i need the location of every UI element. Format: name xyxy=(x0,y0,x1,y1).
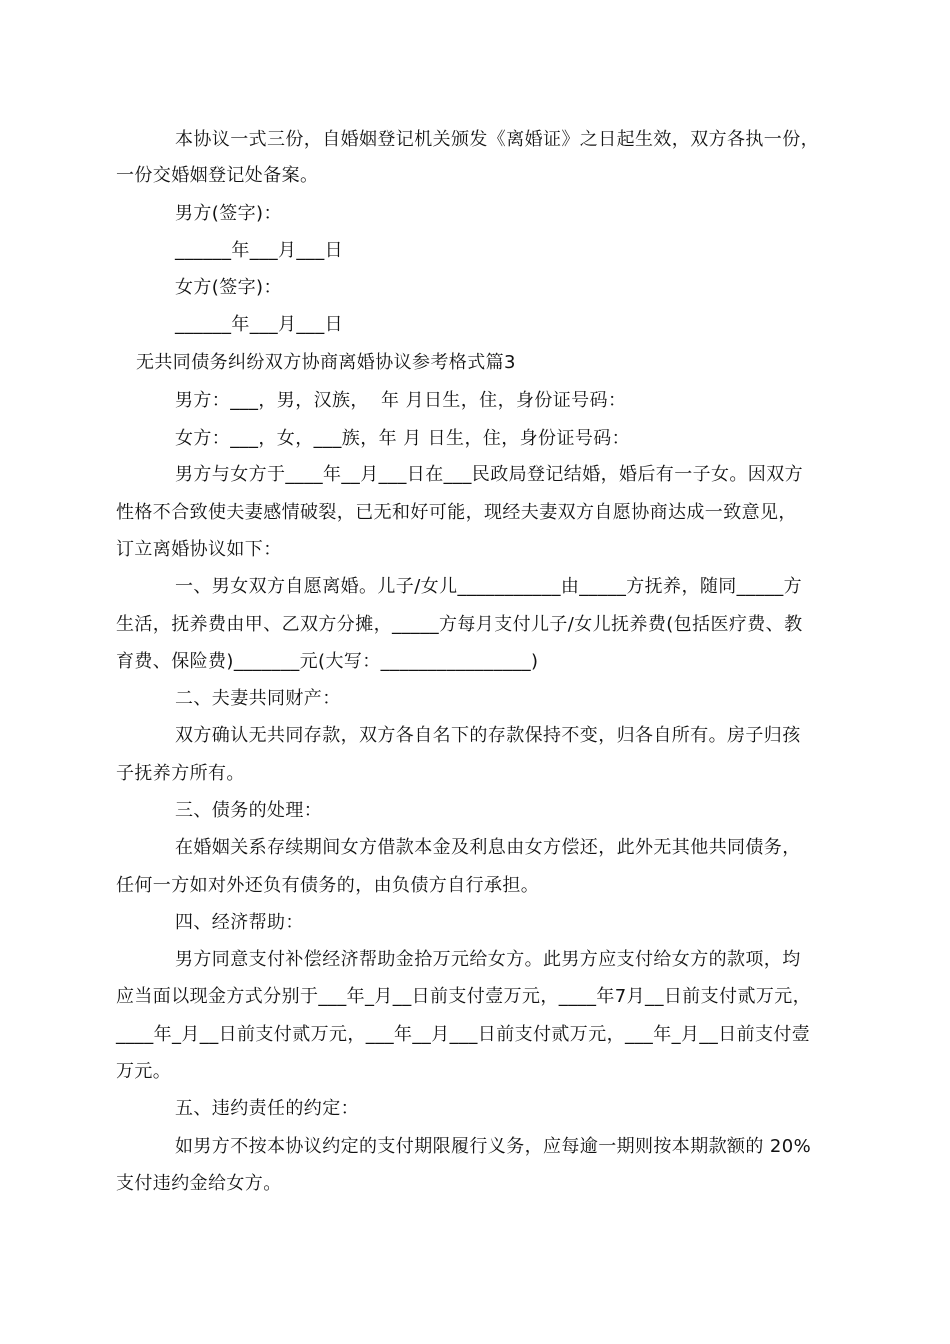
text-line: 支付违约金给女方。 xyxy=(116,1173,282,1194)
signature-label-female: 女方(签字)： xyxy=(175,277,282,298)
text-line: 应当面以现金方式分别于___年_月__日前支付壹万元，____年7月__日前支付贰万元， xyxy=(116,986,812,1007)
text-line: 万元。 xyxy=(116,1061,172,1082)
text-line: 任何一方如对外还负有债务的，由负债方自行承担。 xyxy=(116,875,540,896)
date-blank-female: ______年___月___日 xyxy=(175,314,343,335)
date-blank-male: ______年___月___日 xyxy=(175,240,343,261)
text-line: 在婚姻关系存续期间女方借款本金及利息由女方偿还，此外无其他共同债务， xyxy=(175,837,801,858)
clause-heading: 三、债务的处理： xyxy=(175,800,323,821)
text-line: 性格不合致使夫妻感情破裂，已无和好可能，现经夫妻双方自愿协商达成一致意见， xyxy=(116,502,797,523)
text-line: 一份交婚姻登记处备案。 xyxy=(116,165,319,186)
text-line: 男方与女方于____年__月___日在___民政局登记结婚，婚后有一子女。因双方 xyxy=(175,464,803,485)
text-line: 男方同意支付补偿经济帮助金拾万元给女方。此男方应支付给女方的款项，均 xyxy=(175,949,801,970)
text-line: 订立离婚协议如下： xyxy=(116,539,282,560)
clause-heading: 四、经济帮助： xyxy=(175,912,304,933)
text-line: 双方确认无共同存款，双方各自名下的存款保持不变，归各自所有。房子归孩 xyxy=(175,725,801,746)
female-party-info: 女方：___，女，___族，年 月 日生，住，身份证号码： xyxy=(175,428,631,449)
text-line: 子抚养方所有。 xyxy=(116,763,245,784)
clause-heading: 五、违约责任的约定： xyxy=(175,1098,359,1119)
text-line: 本协议一式三份，自婚姻登记机关颁发《离婚证》之日起生效，双方各执一份， xyxy=(175,129,819,150)
text-line: 育费、保险费)_______元(大写：________________) xyxy=(116,651,539,672)
clause-heading: 二、夫妻共同财产： xyxy=(175,688,341,709)
clause-heading: 一、男女双方自愿离婚。儿子/女儿___________由_____方抚养，随同_____方 xyxy=(175,576,803,597)
section-title: 无共同债务纠纷双方协商离婚协议参考格式篇3 xyxy=(136,352,516,373)
signature-label-male: 男方(签字)： xyxy=(175,203,282,224)
text-line: 生活，抚养费由甲、乙双方分摊，_____方每月支付儿子/女儿抚养费(包括医疗费、教 xyxy=(116,614,803,635)
text-line: ____年_月__日前支付贰万元，___年__月___日前支付贰万元，___年_月__日前支付壹 xyxy=(116,1024,811,1045)
male-party-info: 男方：___，男，汉族， 年 月日生，住，身份证号码： xyxy=(175,390,627,411)
text-line: 如男方不按本协议约定的支付期限履行义务，应每逾一期则按本期款额的 20% xyxy=(175,1136,812,1157)
